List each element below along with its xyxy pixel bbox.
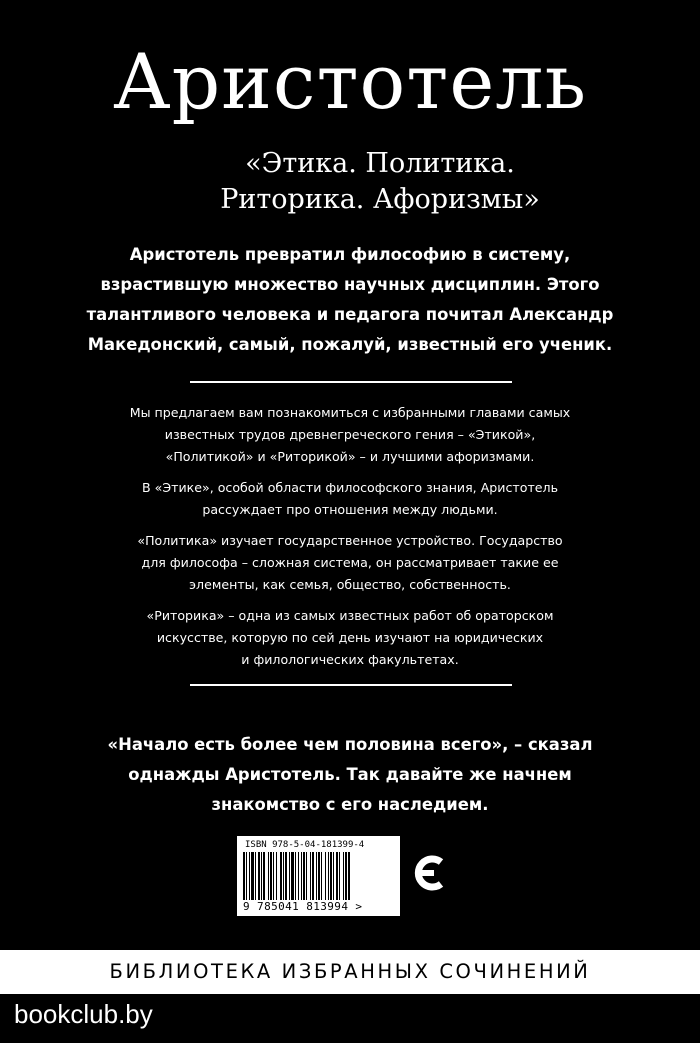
barcode-bar <box>298 852 299 900</box>
quote-line: знакомство с его наследием. <box>211 795 489 814</box>
description-paragraph <box>40 477 660 521</box>
lead-line: талантливого человека и педагога почитал Александр <box>86 305 614 324</box>
lead-line: Македонский, самый, пожалуй, известный его ученик. <box>87 335 613 354</box>
barcode-bar <box>273 852 274 900</box>
lead-line: Аристотель превратил философию в систему, <box>129 245 571 264</box>
description-paragraph <box>40 402 660 468</box>
divider-top <box>190 381 512 383</box>
description-line: «Политика» изучает государственное устройство. Государство <box>137 533 563 548</box>
description-line: и филологических факультетах. <box>241 652 459 667</box>
barcode-bar <box>328 852 329 900</box>
barcode-bar <box>276 852 277 900</box>
description-line: Мы предлагаем вам познакомиться с избранными главами самых <box>129 405 571 420</box>
barcode-bar <box>333 852 334 900</box>
barcode-bar <box>285 852 287 900</box>
barcode-bar <box>261 852 262 900</box>
barcode-bar <box>318 852 320 900</box>
barcode-bar <box>283 852 284 900</box>
author-name: Аристотель <box>113 37 587 126</box>
subtitle-line: «Этика. Политика. <box>245 148 515 179</box>
barcode-bar <box>348 852 350 900</box>
barcode-bar <box>251 852 254 900</box>
barcode-bar <box>325 852 326 900</box>
site-watermark[interactable]: bookclub.by <box>14 999 153 1029</box>
barcode-bar <box>270 852 272 900</box>
barcode-bar <box>295 852 296 900</box>
description-line: известных трудов древнегреческого гения – «Этикой», <box>164 427 536 442</box>
description-line: искусстве, которую по сей день изучают на юридических <box>156 630 544 645</box>
barcode-bar <box>321 852 322 900</box>
barcode-bar <box>243 852 245 900</box>
barcode-bar <box>330 852 332 900</box>
eksmo-logo-icon <box>412 850 446 896</box>
barcode-digits: 9 785041 813994 > <box>243 900 363 913</box>
description-line: для философа – сложная система, он рассматривает такие ее <box>141 555 559 570</box>
description-paragraph <box>40 605 660 671</box>
description <box>40 402 660 680</box>
barcode-bar <box>339 852 340 900</box>
barcode-bar <box>249 852 250 900</box>
barcode-bar <box>289 852 290 900</box>
barcode-bar <box>246 852 247 900</box>
quote-line: однажды Аристотель. Так давайте же начнем <box>128 765 572 784</box>
description-line: рассуждает про отношения между людьми. <box>202 502 498 517</box>
quote-line: «Начало есть более чем половина всего», – сказал <box>107 735 593 754</box>
barcode-bar <box>306 852 307 900</box>
barcode-bar <box>268 852 269 900</box>
series-title: БИБЛИОТЕКА ИЗБРАННЫХ СОЧИНЕНИЙ <box>0 950 700 994</box>
barcode-bar <box>312 852 314 900</box>
barcode-bar <box>316 852 317 900</box>
barcode-bars <box>243 852 395 900</box>
closing-quote <box>40 730 660 820</box>
description-line: «Политикой» и «Риторикой» – и лучшими афоризмами. <box>165 449 535 464</box>
barcode-bar <box>345 852 347 900</box>
barcode-bar <box>258 852 260 900</box>
description-paragraph <box>40 530 660 596</box>
barcode-bar <box>310 852 311 900</box>
barcode-bar <box>280 852 282 900</box>
barcode-bar <box>291 852 294 900</box>
lead-line: взрастившую множество научных дисциплин. Этого <box>100 275 600 294</box>
divider-bottom <box>190 684 512 686</box>
barcode-bar <box>301 852 302 900</box>
description-line: «Риторика» – одна из самых известных работ об ораторском <box>146 608 554 623</box>
barcode <box>237 836 400 916</box>
barcode-bar <box>303 852 305 900</box>
lead-paragraph <box>40 240 660 360</box>
barcode-bar <box>255 852 256 900</box>
description-line: элементы, как семья, общество, собственность. <box>189 577 511 592</box>
book-subtitle <box>60 146 700 218</box>
barcode-bar <box>343 852 344 900</box>
isbn-label: ISBN 978-5-04-181399-4 <box>245 840 365 850</box>
description-line: В «Этике», особой области философского знания, Аристотель <box>141 480 559 495</box>
subtitle-line: Риторика. Афоризмы» <box>220 184 540 215</box>
barcode-bar <box>336 852 338 900</box>
barcode-bar <box>263 852 265 900</box>
